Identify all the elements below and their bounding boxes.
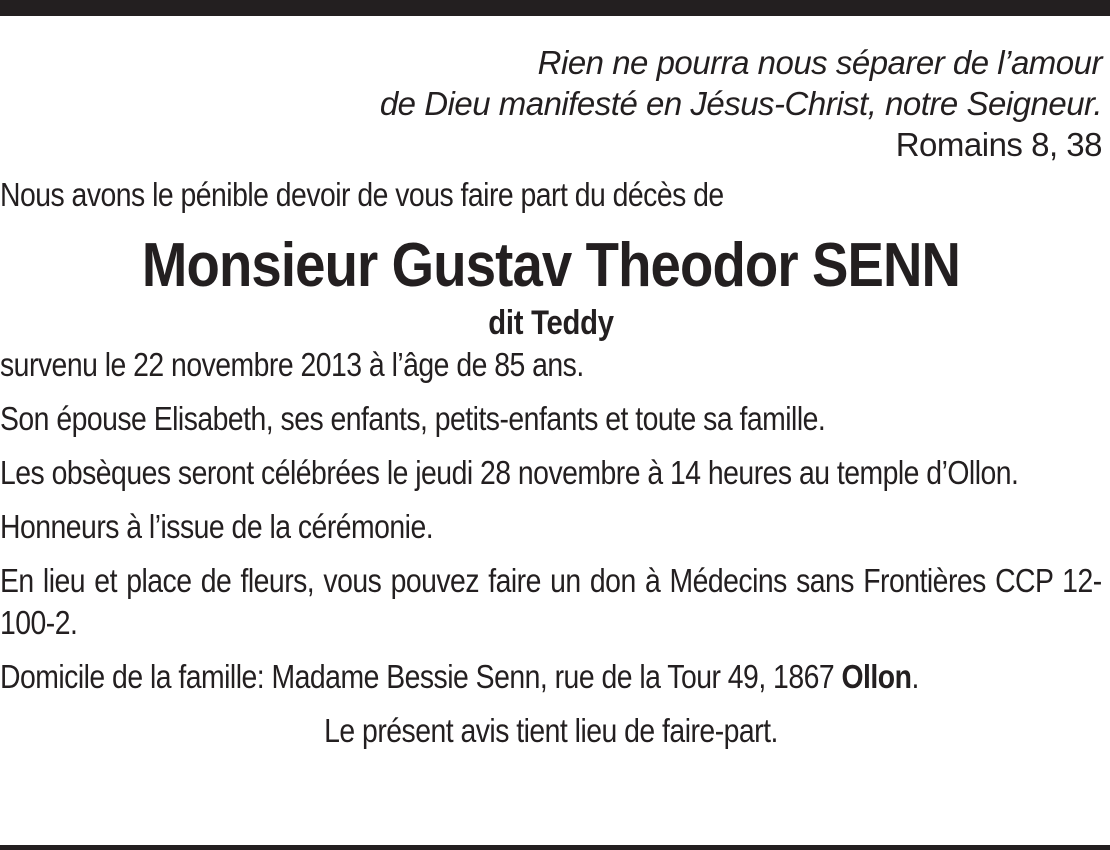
donation-text: En lieu et place de fleurs, vous pouvez faire un don à Médecins sans Frontières CCP 12-100-2.: [0, 562, 1102, 641]
epigraph-line-2: de Dieu manifesté en Jésus-Christ, notre Seigneur.: [379, 85, 1102, 122]
honours-text: Honneurs à l’issue de la cérémonie.: [0, 508, 434, 545]
family-text: Son épouse Elisabeth, ses enfants, petits-enfants et toute sa famille.: [0, 400, 826, 437]
bottom-rule: [0, 845, 1110, 850]
epigraph-line-1: Rien ne pourra nous séparer de l’amour: [537, 44, 1102, 81]
domicile-text: Domicile de la famille: Madame Bessie Senn, rue de la Tour 49, 1867: [0, 658, 842, 695]
deceased-nickname: dit Teddy: [488, 304, 614, 342]
funeral-text: Les obsèques seront célébrées le jeudi 28 novembre à 14 heures au temple d’Ollon.: [0, 454, 1019, 491]
closing-text: Le présent avis tient lieu de faire-part.: [324, 712, 778, 749]
deceased-name: Monsieur Gustav Theodor SENN: [141, 231, 961, 300]
death-info: survenu le 22 novembre 2013 à l’âge de 85 ans.: [0, 346, 584, 383]
epigraph: [0, 42, 1102, 165]
family-domicile: [0, 656, 948, 698]
epigraph-reference: Romains 8, 38: [895, 126, 1102, 163]
top-rule: [0, 0, 1110, 16]
domicile-end: .: [911, 658, 919, 695]
obituary-notice: [0, 42, 1102, 752]
domicile-city: Ollon: [841, 658, 912, 695]
intro-text: Nous avons le pénible devoir de vous faire part du décès de: [0, 176, 724, 213]
